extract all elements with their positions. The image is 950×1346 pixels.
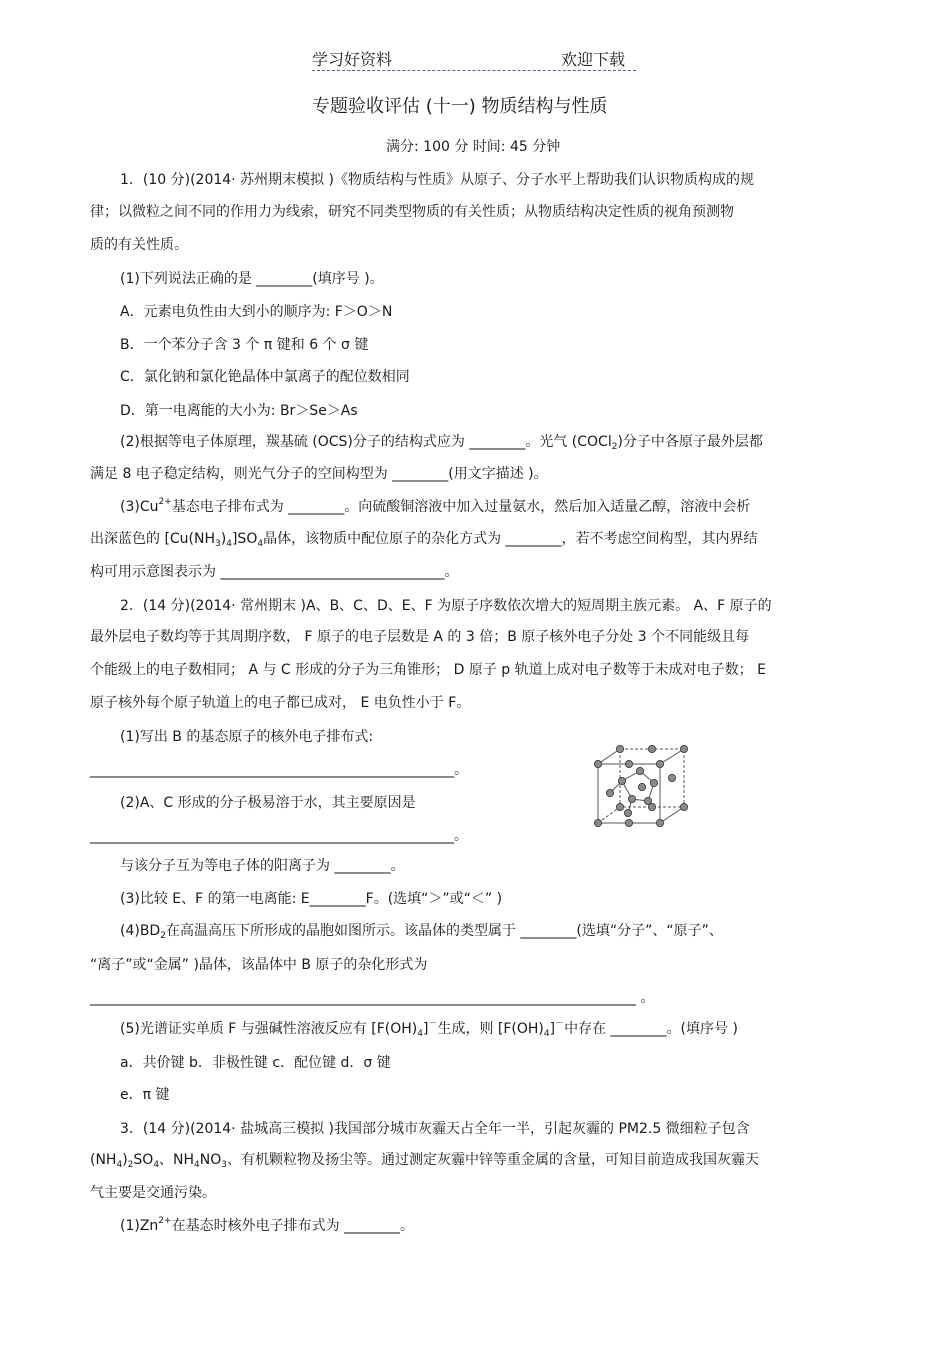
q3-part-1: $(1)Zn^{2+}$在基态时核外电子排布式为 ________。 xyxy=(120,1216,415,1234)
q1-part-3-line-1: $(3)Cu^{2+}$基态电子排布式为 ________。向硫酸铜溶液中加入过量氨水，然后加入适量乙醇，溶液中会析 xyxy=(120,497,751,515)
q2-line-1: 2．(14 分)(2014· 常州期末 )A、B、C、D、E、F 为原子序数依次增大的短周期主族元素。 A、F 原子的 xyxy=(120,598,772,614)
exam-meta: 满分: 100 分 时间: 45 分钟 xyxy=(386,139,561,155)
q1-part-2-line-1: (2)根据等电子体原理，羰基硫 (OCS)分子的结构式应为 ________。光气 (COCl$_2$)分子中各原子最外层都 xyxy=(120,434,763,452)
q1-option-d: D．第一电离能的大小为: Br＞Se＞As xyxy=(120,403,358,419)
q1-part-3-line-2: 出深蓝色的 $[Cu(NH_3)_4]SO_4$晶体，该物质中配位原子的杂化方式为 ________，若不考虑空间构型，其内界结 xyxy=(90,531,758,549)
q2-part-2-cation: 与该分子互为等电子体的阳离子为 ________。 xyxy=(120,858,405,874)
q2-part-2-answer: ____________________________________________________。 xyxy=(90,828,468,844)
q2-part-3: (3)比较 E、F 的第一电离能: E________F。(选填“＞”或“＜” ) xyxy=(120,891,503,907)
q3-line-3: 气主要是交通污染。 xyxy=(90,1185,216,1201)
q3-line-1: 3．(14 分)(2014· 盐城高三模拟 )我国部分城市灰霾天占全年一半，引起灰霾的 PM2.5 微细粒子包含 xyxy=(120,1121,750,1137)
q1-option-b: B．一个苯分子含 3 个 π 键和 6 个 σ 键 xyxy=(120,337,369,353)
q1-option-c: C．氯化钠和氯化铯晶体中氯离子的配位数相同 xyxy=(120,369,410,385)
q2-part-4-answer: ______________________________________________________________________________ 。 xyxy=(90,990,655,1006)
header-left: 学习好资料 xyxy=(312,50,393,69)
q1-part-2-line-2: 满足 8 电子稳定结构，则光气分子的空间构型为 ________(用文字描述 )。 xyxy=(90,466,548,482)
header-right: 欢迎下载 xyxy=(561,50,626,69)
q2-part-4-line-1: $(4)BD_2$在高温高压下所形成的晶胞如图所示。该晶体的类型属于 ________(选填“分子”、“原子”、 xyxy=(120,923,723,941)
q2-line-4: 原子核外每个原子轨道上的电子都已成对， E 电负性小于 F。 xyxy=(90,695,471,711)
q2-line-3: 个能级上的电子数相同； A 与 C 形成的分子为三角锥形； D 原子 p 轨道上成对电子数等于未成对电子数； E xyxy=(90,662,766,678)
q1-line-2: 律；以微粒之间不同的作用力为线索，研究不同类型物质的有关性质；从物质结构决定性质的视角预测物 xyxy=(90,204,734,220)
q1-line-1: 1．(10 分)(2014· 苏州期末模拟 )《物质结构与性质》从原子、分子水平上帮助我们认识物质构成的规 xyxy=(120,172,754,188)
q1-part-3-line-3: 构可用示意图表示为 ________________________________。 xyxy=(90,564,459,580)
q1-option-a: A．元素电负性由大到小的顺序为: F＞O＞N xyxy=(120,304,393,320)
q2-part-5-options-1: a．共价键 b．非极性键 c．配位键 d．σ 键 xyxy=(120,1055,391,1071)
q2-line-2: 最外层电子数均等于其周期序数， F 原子的电子层数是 A 的 3 倍；B 原子核外电子分处 3 个不同能级且每 xyxy=(90,629,750,645)
q2-part-1: (1)写出 B 的基态原子的核外电子排布式: xyxy=(120,729,374,745)
q2-part-5-options-2: e．π 键 xyxy=(120,1087,170,1103)
q2-part-5: (5)光谱证实单质 F 与强碱性溶液反应有 $[F(OH)_4]^-$生成，则 $[F(OH)_4]^-$中存在 ________。(填序号 ) xyxy=(120,1019,738,1039)
q2-part-4-line-2: “离子”或“金属” )晶体，该晶体中 B 原子的杂化形式为 xyxy=(90,957,428,973)
q1-part-1: (1)下列说法正确的是 ________(填序号 )。 xyxy=(120,271,384,287)
q2-part-2: (2)A、C 形成的分子极易溶于水，其主要原因是 xyxy=(120,795,416,811)
q1-line-3: 质的有关性质。 xyxy=(90,237,188,253)
q2-part-1-answer: ____________________________________________________。 xyxy=(90,762,468,778)
q3-line-2: $(NH_4)_2SO_4$、$NH_4NO_3$、有机颗粒物及扬尘等。通过测定灰霾中锌等重金属的含量，可知目前造成我国灰霾天 xyxy=(90,1152,760,1170)
crystal-unit-cell-figure xyxy=(592,743,692,829)
page-title: 专题验收评估 (十一) 物质结构与性质 xyxy=(312,96,608,117)
header-divider xyxy=(312,70,636,71)
